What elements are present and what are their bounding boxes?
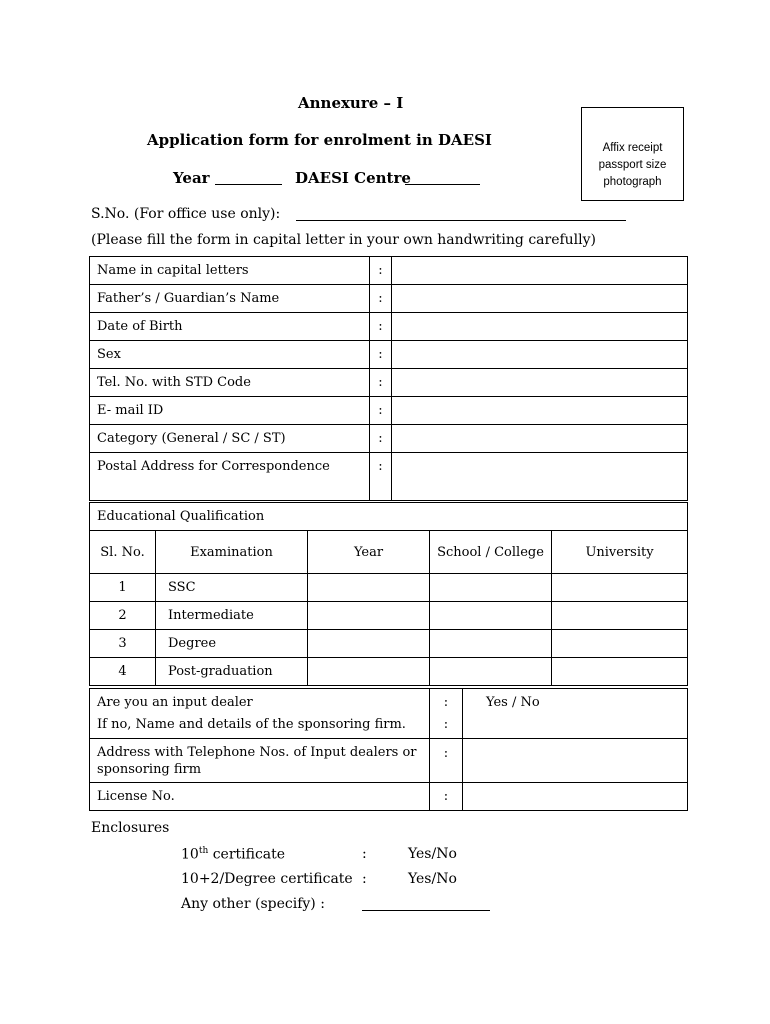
category-input[interactable] <box>392 425 688 453</box>
photo-text-line3: photograph <box>603 176 662 188</box>
telephone-input[interactable] <box>392 369 688 397</box>
field-label: Category (General / SC / ST) <box>90 425 370 453</box>
colon: : <box>362 871 367 887</box>
photo-text-line1: Affix receipt <box>602 142 663 154</box>
colon: : <box>430 783 463 811</box>
enclosures-heading: Enclosures <box>91 820 170 836</box>
sno-blank[interactable] <box>296 220 626 221</box>
field-label: License No. <box>90 783 430 811</box>
enclosure-label-text: certificate <box>208 846 286 863</box>
dealer-address-input[interactable] <box>463 739 688 783</box>
other-enclosure-blank[interactable] <box>362 910 490 911</box>
table-row <box>90 453 688 501</box>
year-label: Year <box>173 169 210 187</box>
colon: : <box>370 425 392 453</box>
examination: SSC <box>156 574 308 602</box>
colon: : <box>362 846 367 862</box>
colon: : <box>443 716 449 732</box>
input-dealer-question: Are you an input dealer <box>97 694 253 710</box>
year-cell[interactable] <box>308 630 430 658</box>
sex-input[interactable] <box>392 341 688 369</box>
examination: Degree <box>156 630 308 658</box>
photo-box <box>581 107 684 201</box>
field-label: Postal Address for Correspondence <box>90 453 370 501</box>
enclosure-label-number: 10 <box>181 846 199 863</box>
year-blank[interactable] <box>215 184 282 185</box>
personal-details-table <box>89 256 688 501</box>
dob-input[interactable] <box>392 313 688 341</box>
table-row <box>90 689 688 739</box>
table-row <box>90 602 688 630</box>
table-row <box>90 783 688 811</box>
colon: : <box>370 397 392 425</box>
field-label: Sex <box>90 341 370 369</box>
table-row <box>90 658 688 686</box>
table-row <box>90 397 688 425</box>
year-cell[interactable] <box>308 602 430 630</box>
colon: : <box>370 369 392 397</box>
table-row <box>90 425 688 453</box>
field-label: Name in capital letters <box>90 257 370 285</box>
field-label: Address with Telephone Nos. of Input dealers or sponsoring firm <box>90 739 430 783</box>
education-heading: Educational Qualification <box>90 503 688 531</box>
enclosure-value[interactable]: Yes/No <box>408 846 457 862</box>
centre-blank[interactable] <box>405 184 480 185</box>
address-input[interactable] <box>392 453 688 501</box>
table-row <box>90 739 688 783</box>
email-input[interactable] <box>392 397 688 425</box>
enclosure-value[interactable]: Yes/No <box>408 871 457 887</box>
license-input[interactable] <box>463 783 688 811</box>
colon: : <box>370 341 392 369</box>
colon: : <box>370 257 392 285</box>
enclosure-label <box>181 846 285 863</box>
dealer-answer-cell[interactable] <box>463 689 688 739</box>
school-cell[interactable] <box>430 658 552 686</box>
school-cell[interactable] <box>430 574 552 602</box>
enclosure-label-sup: th <box>198 846 209 856</box>
colon: : <box>370 313 392 341</box>
centre-label: DAESI Centre <box>295 169 411 187</box>
field-label: Father’s / Guardian’s Name <box>90 285 370 313</box>
sno-label: S.No. (For office use only): <box>91 206 281 222</box>
name-input[interactable] <box>392 257 688 285</box>
school-cell[interactable] <box>430 630 552 658</box>
field-label: E- mail ID <box>90 397 370 425</box>
colon: : <box>443 694 449 710</box>
column-header: Sl. No. <box>90 531 156 574</box>
table-row <box>90 574 688 602</box>
guardian-name-input[interactable] <box>392 285 688 313</box>
table-row <box>90 369 688 397</box>
field-label: Date of Birth <box>90 313 370 341</box>
form-title: Application form for enrolment in DAESI <box>147 131 492 149</box>
table-row <box>90 341 688 369</box>
field-label: Tel. No. with STD Code <box>90 369 370 397</box>
column-header: Year <box>308 531 430 574</box>
education-header-row <box>90 531 688 574</box>
column-header: University <box>552 531 688 574</box>
dealer-table <box>89 688 688 811</box>
year-cell[interactable] <box>308 658 430 686</box>
university-cell[interactable] <box>552 602 688 630</box>
school-cell[interactable] <box>430 602 552 630</box>
serial-number: 2 <box>90 602 156 630</box>
university-cell[interactable] <box>552 574 688 602</box>
instruction-text: (Please fill the form in capital letter in your own handwriting carefully) <box>91 232 597 248</box>
photo-text-line2: passport size <box>598 159 667 171</box>
table-row <box>90 257 688 285</box>
sponsoring-firm-question: If no, Name and details of the sponsoring firm. <box>97 716 406 732</box>
university-cell[interactable] <box>552 658 688 686</box>
colon-cell <box>430 689 463 739</box>
education-heading-row <box>90 503 688 531</box>
colon: : <box>430 739 463 783</box>
table-row <box>90 313 688 341</box>
yes-no-option[interactable]: Yes / No <box>486 695 540 710</box>
colon: : <box>370 453 392 501</box>
column-header: Examination <box>156 531 308 574</box>
column-header: School / College <box>430 531 552 574</box>
education-table <box>89 502 688 686</box>
university-cell[interactable] <box>552 630 688 658</box>
table-row <box>90 630 688 658</box>
other-enclosure-label: Any other (specify) : <box>181 896 325 912</box>
serial-number: 3 <box>90 630 156 658</box>
table-row <box>90 285 688 313</box>
examination: Post-graduation <box>156 658 308 686</box>
colon: : <box>370 285 392 313</box>
dealer-question-cell <box>90 689 430 739</box>
examination: Intermediate <box>156 602 308 630</box>
serial-number: 1 <box>90 574 156 602</box>
year-cell[interactable] <box>308 574 430 602</box>
enclosure-label: 10+2/Degree certificate <box>181 871 353 887</box>
annexure-heading: Annexure – I <box>298 94 404 112</box>
serial-number: 4 <box>90 658 156 686</box>
